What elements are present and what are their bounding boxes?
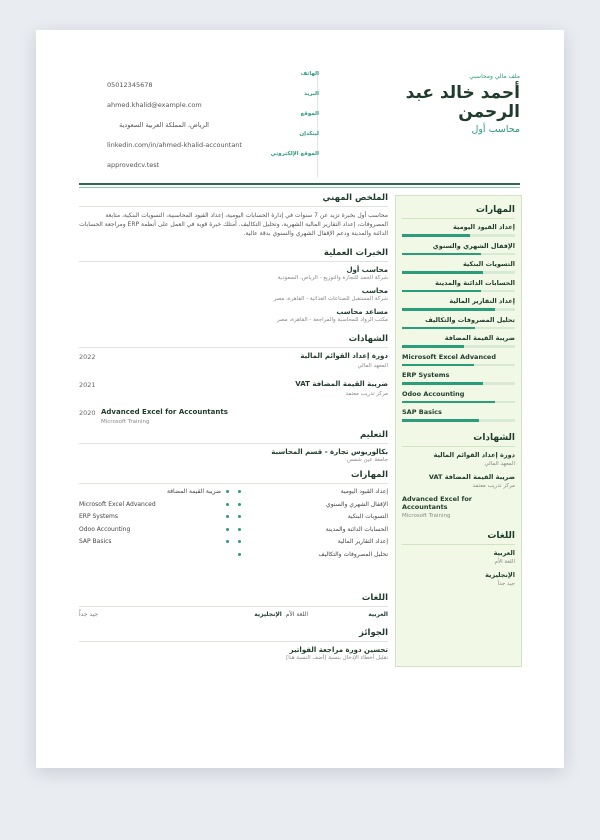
experience-place: شركة المستقبل للصناعات الغذائية - القاهرة، مصر: [273, 296, 388, 302]
location-value: الرياض، المملكة العربية السعودية: [119, 121, 209, 129]
sidebar-skill-item: [396, 297, 521, 311]
bullet-dot-icon: [226, 490, 229, 493]
sidebar-langs-title: اللغات: [487, 530, 515, 541]
skill-label: SAP Basics: [79, 538, 112, 545]
contact-phone: [79, 71, 319, 91]
skill-item: [79, 513, 229, 526]
skill-level-bar: [402, 308, 515, 311]
sidebar-skill-name: إعداد التقارير المالية: [449, 297, 515, 305]
sidebar-skill-item: [396, 334, 521, 348]
sidebar-lang-level: اللغة الأم: [494, 558, 515, 565]
sidebar-lang-name: الإنجليزية: [485, 570, 515, 579]
sidebar-skill-item: [396, 371, 521, 385]
skill-label: تحليل المصروفات والتكاليف: [318, 550, 388, 558]
skills-section: [79, 470, 388, 564]
section-rule: [79, 206, 388, 207]
skill-label: الإقفال الشهري والسنوي: [326, 500, 388, 508]
sidebar-skills-title: المهارات: [475, 205, 515, 215]
skill-item: [238, 538, 388, 551]
language-english: الإنجليزية: [254, 611, 282, 618]
linkedin-value[interactable]: linkedin.com/in/ahmed-khalid-accountant: [107, 141, 242, 149]
sidebar-skill-item: [396, 223, 521, 237]
language-middle: [254, 611, 308, 618]
certification-year: 2022: [79, 353, 96, 361]
sidebar-cert-org: Microsoft Training: [402, 512, 451, 519]
skill-item: [238, 488, 388, 501]
section-title: الجوائز: [359, 628, 388, 638]
bullet-dot-icon: [226, 540, 229, 543]
skill-label: ERP Systems: [79, 513, 118, 520]
skill-level-fill: [402, 290, 481, 293]
skills-grid: [79, 488, 388, 564]
bullet-dot-icon: [238, 528, 241, 531]
certification-item: [79, 352, 388, 380]
bullet-dot-icon: [226, 528, 229, 531]
sidebar-skill-name: Odoo Accounting: [402, 389, 465, 398]
education-school: جامعة عين شمس: [346, 457, 388, 463]
skill-item: [79, 488, 229, 501]
section-rule: [79, 483, 388, 484]
skill-level-bar: [402, 327, 515, 330]
certification-year: 2020: [79, 409, 96, 417]
sidebar-lang-name: العربية: [493, 548, 515, 557]
section-title: المهارات: [351, 470, 388, 480]
skill-level-bar: [402, 234, 515, 237]
certification-org: المعهد المالي: [357, 363, 388, 369]
contact-info: [79, 71, 319, 171]
skill-item: [79, 526, 229, 539]
website-value[interactable]: approvedcv.test: [107, 161, 160, 169]
skill-item: [238, 551, 388, 564]
skill-level-bar: [402, 401, 515, 404]
section-rule: [79, 641, 388, 642]
experience-role: مساعد محاسب: [336, 308, 388, 316]
skill-level-bar: [402, 290, 515, 293]
certification-org: مركز تدريب معتمد: [345, 391, 388, 397]
experience-role: محاسب: [361, 287, 388, 295]
section-rule: [79, 347, 388, 348]
skill-level-bar: [402, 271, 515, 274]
contact-email: [79, 91, 319, 111]
sidebar-skill-name: التسويات البنكية: [462, 260, 515, 268]
skill-level-fill: [402, 364, 474, 367]
sidebar-skill-name: إعداد القيود اليومية: [453, 223, 515, 231]
skill-label: Odoo Accounting: [79, 525, 131, 533]
section-title: الملخص المهني: [322, 193, 388, 203]
sidebar-cert-title: ضريبة القيمة المضافة VAT: [428, 472, 515, 481]
sidebar-certs-title: الشهادات: [473, 432, 515, 443]
skill-level-fill: [402, 271, 483, 274]
skill-level-fill: [402, 308, 495, 311]
experience-place: مكتب الرواد للمحاسبة والمراجعة - القاهرة، مصر: [276, 317, 388, 323]
summary-section: [79, 193, 388, 238]
contact-label: الموقع: [300, 111, 319, 117]
experience-section: [79, 248, 388, 329]
education-section: [79, 430, 388, 463]
certification-org: Microsoft Training: [101, 419, 150, 425]
sidebar-cert-org: المعهد المالي: [484, 460, 515, 467]
section-rule: [79, 261, 388, 262]
skill-level-bar: [402, 382, 515, 385]
job-title: محاسب أول: [471, 124, 520, 136]
contact-linkedin: [79, 131, 319, 151]
award-description: تقليل أخطاء الإدخال بنسبة [أضف النسبة هنا]: [286, 655, 388, 661]
resume-page: [36, 30, 564, 768]
sidebar-skill-item: [396, 353, 521, 367]
phone-value[interactable]: 05012345678: [107, 81, 153, 89]
experience-item: [79, 287, 388, 302]
skill-level-fill: [402, 253, 481, 256]
header-rule-thin: [79, 187, 520, 188]
contact-label: البريد: [304, 91, 319, 97]
bullet-dot-icon: [238, 553, 241, 556]
sidebar-cert-item: [396, 451, 521, 467]
skills-column-right: [238, 488, 388, 563]
sidebar: [395, 195, 522, 667]
sidebar-skill-name: تحليل المصروفات والتكاليف: [425, 315, 515, 324]
sidebar-skill-item: [396, 316, 521, 330]
skill-level-fill: [402, 327, 475, 330]
contact-website: [79, 151, 319, 171]
award-name: تحسين دورة مراجعة الفواتير: [289, 646, 388, 654]
sidebar-skill-item: [396, 260, 521, 274]
certification-title: دورة إعداد القوائم المالية: [300, 352, 388, 360]
section-rule: [402, 218, 515, 219]
languages-row: [79, 611, 388, 624]
skill-level-bar: [402, 253, 515, 256]
sidebar-skill-name: SAP Basics: [402, 408, 442, 416]
skill-level-bar: [402, 345, 515, 348]
sidebar-lang-item: [396, 549, 521, 565]
section-rule: [402, 544, 515, 545]
header-rule: [79, 183, 520, 185]
email-value[interactable]: ahmed.khalid@example.com: [107, 101, 202, 109]
section-title: اللغات: [361, 593, 388, 603]
certification-title: Advanced Excel for Accountants: [101, 408, 228, 416]
language-arabic: العربية: [368, 611, 388, 618]
candidate-name: أحمد خالد عبد الرحمن: [405, 83, 520, 122]
sidebar-cert-item: [396, 495, 521, 519]
tagline: ملف مالي ومحاسبي: [469, 73, 520, 80]
skill-level-fill: [402, 401, 495, 404]
skill-item: [79, 538, 229, 551]
section-title: التعليم: [360, 430, 388, 440]
skill-label: إعداد القيود اليومية: [340, 488, 388, 495]
section-rule: [402, 446, 515, 447]
certifications-section: [79, 334, 388, 436]
name-block: [340, 71, 520, 135]
section-title: الشهادات: [348, 334, 388, 344]
skill-item: [238, 501, 388, 514]
contact-label: الموقع الإلكتروني: [270, 151, 319, 157]
sidebar-lang-item: [396, 571, 521, 587]
sidebar-skill-item: [396, 242, 521, 256]
skill-level-fill: [402, 345, 464, 348]
bullet-dot-icon: [226, 503, 229, 506]
skill-label: إعداد التقارير المالية: [337, 538, 388, 545]
section-rule: [79, 443, 388, 444]
contact-label: لينكدإن: [299, 131, 319, 137]
skill-label: Microsoft Excel Advanced: [79, 500, 156, 508]
skill-item: [238, 513, 388, 526]
certification-title: ضريبة القيمة المضافة VAT: [295, 380, 388, 388]
sidebar-skill-name: الحسابات الدائنة والمدينة: [435, 278, 515, 287]
sidebar-cert-title: دورة إعداد القوائم المالية: [433, 450, 515, 459]
arabic-level: اللغة الأم: [285, 611, 308, 618]
resume-header: [79, 71, 520, 177]
skill-label: الحسابات الدائنة والمدينة: [325, 525, 388, 533]
sidebar-skill-name: ERP Systems: [402, 371, 450, 379]
skill-item: [238, 526, 388, 539]
skill-item: [79, 501, 229, 514]
sidebar-cert-item: [396, 473, 521, 489]
certification-item: [79, 380, 388, 408]
bullet-dot-icon: [238, 540, 241, 543]
bullet-dot-icon: [238, 490, 241, 493]
skill-level-bar: [402, 364, 515, 367]
sidebar-skill-name: ضريبة القيمة المضافة: [444, 334, 515, 342]
sidebar-lang-level: جيد جداً: [497, 580, 515, 587]
bullet-dot-icon: [238, 515, 241, 518]
experience-role: محاسب أول: [346, 266, 388, 274]
skill-level-bar: [402, 419, 515, 422]
section-title: الخبرات العملية: [323, 248, 388, 258]
english-level: جيد جداً: [79, 611, 99, 618]
skill-level-fill: [402, 234, 470, 237]
languages-section: [79, 593, 388, 624]
section-rule: [79, 606, 388, 607]
skill-label: التسويات البنكية: [347, 513, 388, 520]
skill-level-fill: [402, 382, 483, 385]
skill-level-fill: [402, 419, 479, 422]
summary-text: محاسب أول بخبرة تزيد عن 7 سنوات في إدارة الحسابات اليومية، إعداد القيود المحاسبية، التسويات البنكية، متابعة المصروفات، إعداد التقارير المالية الشهرية، وتحليل التكاليف. أمتلك خبرة قوية في العمل على أنظمة ERP ومراجعة الحسابات الدائنة والمدينة ودعم الإقفال الشهري والسنوي بدقة عالية.: [79, 212, 388, 237]
experience-item: [79, 266, 388, 281]
awards-section: [79, 628, 388, 661]
sidebar-skill-item: [396, 279, 521, 293]
skill-label: ضريبة القيمة المضافة: [166, 488, 221, 495]
education-degree: بكالوريوس تجارة - قسم المحاسبة: [271, 448, 388, 456]
sidebar-cert-org: مركز تدريب معتمد: [472, 482, 515, 489]
sidebar-skill-name: الإقفال الشهري والسنوي: [432, 241, 515, 250]
bullet-dot-icon: [226, 515, 229, 518]
sidebar-skill-name: Microsoft Excel Advanced: [402, 352, 496, 361]
experience-place: شركة الحمد للتجارة والتوزيع - الرياض، السعودية: [277, 275, 388, 281]
certification-year: 2021: [79, 381, 96, 389]
sidebar-cert-title: Advanced Excel for Accountants: [402, 494, 472, 511]
skills-column-left: [79, 488, 229, 551]
sidebar-skills-list: [396, 223, 521, 422]
contact-label: الهاتف: [300, 71, 319, 77]
sidebar-skill-item: [396, 408, 521, 422]
contact-location: [79, 111, 319, 131]
experience-item: [79, 308, 388, 323]
sidebar-skill-item: [396, 390, 521, 404]
bullet-dot-icon: [238, 503, 241, 506]
